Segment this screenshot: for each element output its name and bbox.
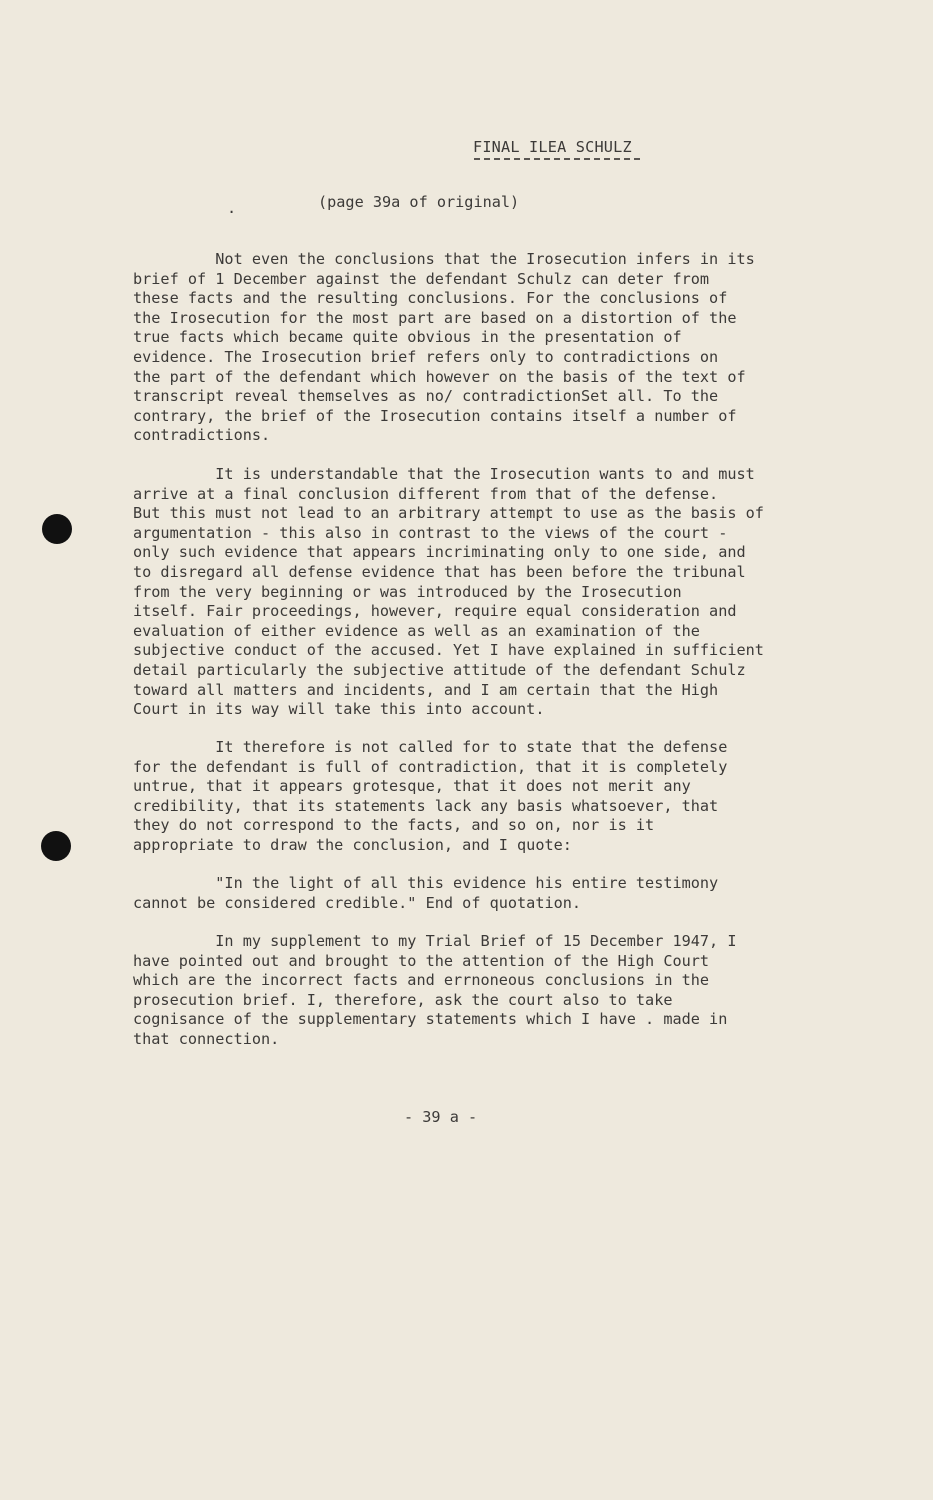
text-line: "In the light of all this evidence his entire testimony: [133, 874, 719, 892]
text-line: Not even the conclusions that the Irosecution infers in its: [133, 250, 755, 268]
quotation-paragraph: [133, 874, 823, 913]
text-line: untrue, that it appears grotesque, that it does not merit any: [133, 777, 691, 796]
punch-hole-icon: [42, 514, 72, 544]
text-line: prosecution brief. I, therefore, ask the court also to take: [133, 990, 673, 1009]
text-line: detail particularly the subjective attitude of the defendant Schulz: [133, 660, 746, 679]
text-line: the part of the defendant which however on the basis of the text of: [133, 367, 746, 386]
text-line: the Irosecution for the most part are based on a distortion of the: [133, 308, 737, 327]
text-line: It therefore is not called for to state that the defense: [133, 738, 728, 756]
text-line: for the defendant is full of contradiction, that it is completely: [133, 757, 728, 776]
text-line: only such evidence that appears incriminating only to one side, and: [133, 543, 746, 562]
text-line: subjective conduct of the accused. Yet I have explained in sufficient: [133, 641, 764, 660]
text-line: true facts which became quite obvious in the presentation of: [133, 328, 682, 347]
text-line: which are the incorrect facts and errnoneous conclusions in the: [133, 971, 710, 990]
text-line: brief of 1 December against the defendant Schulz can deter from: [133, 269, 710, 288]
text-line: contrary, the brief of the Irosecution contains itself a number of: [133, 406, 737, 425]
text-line: arrive at a final conclusion different from that of the defense.: [133, 484, 719, 503]
text-line: appropriate to draw the conclusion, and I quote:: [133, 835, 572, 854]
punch-hole-icon: [41, 831, 71, 861]
text-line: evidence. The Irosecution brief refers only to contradictions on: [133, 347, 719, 366]
text-line: they do not correspond to the facts, and so on, nor is it: [133, 816, 655, 835]
document-title: FINAL ILEA SCHULZ: [473, 138, 632, 156]
text-line: transcript reveal themselves as no/ contradictionSet all. To the: [133, 387, 719, 406]
text-line: to disregard all defense evidence that has been before the tribunal: [133, 562, 746, 581]
paragraph-1: [133, 250, 823, 446]
text-line: cannot be considered credible." End of quotation.: [133, 893, 582, 912]
paragraph-3: [133, 738, 823, 856]
text-line: cognisance of the supplementary statements which I have . made in: [133, 1010, 728, 1029]
page-reference: (page 39a of original): [318, 193, 520, 211]
text-line: It is understandable that the Irosecution wants to and must: [133, 465, 755, 483]
text-line: But this must not lead to an arbitrary attempt to use as the basis of: [133, 504, 764, 523]
paragraph-2: [133, 465, 823, 720]
text-line: evaluation of either evidence as well as an examination of the: [133, 621, 700, 640]
text-line: Court in its way will take this into account.: [133, 700, 545, 719]
text-line: that connection.: [133, 1029, 280, 1048]
text-line: contradictions.: [133, 426, 271, 445]
text-line: In my supplement to my Trial Brief of 15 December 1947, I: [133, 932, 737, 950]
text-line: credibility, that its statements lack any basis whatsoever, that: [133, 796, 719, 815]
text-line: toward all matters and incidents, and I am certain that the High: [133, 680, 719, 699]
text-line: itself. Fair proceedings, however, require equal consideration and: [133, 602, 737, 621]
stray-mark: .: [227, 199, 237, 217]
text-line: these facts and the resulting conclusions. For the conclusions of: [133, 289, 728, 308]
page-number: - 39 a -: [404, 1108, 478, 1126]
text-line: argumentation - this also in contrast to the views of the court -: [133, 523, 728, 542]
text-line: from the very beginning or was introduced by the Irosecution: [133, 582, 682, 601]
paragraph-5: [133, 932, 823, 1050]
text-line: have pointed out and brought to the attention of the High Court: [133, 951, 710, 970]
title-underline: [474, 158, 640, 160]
